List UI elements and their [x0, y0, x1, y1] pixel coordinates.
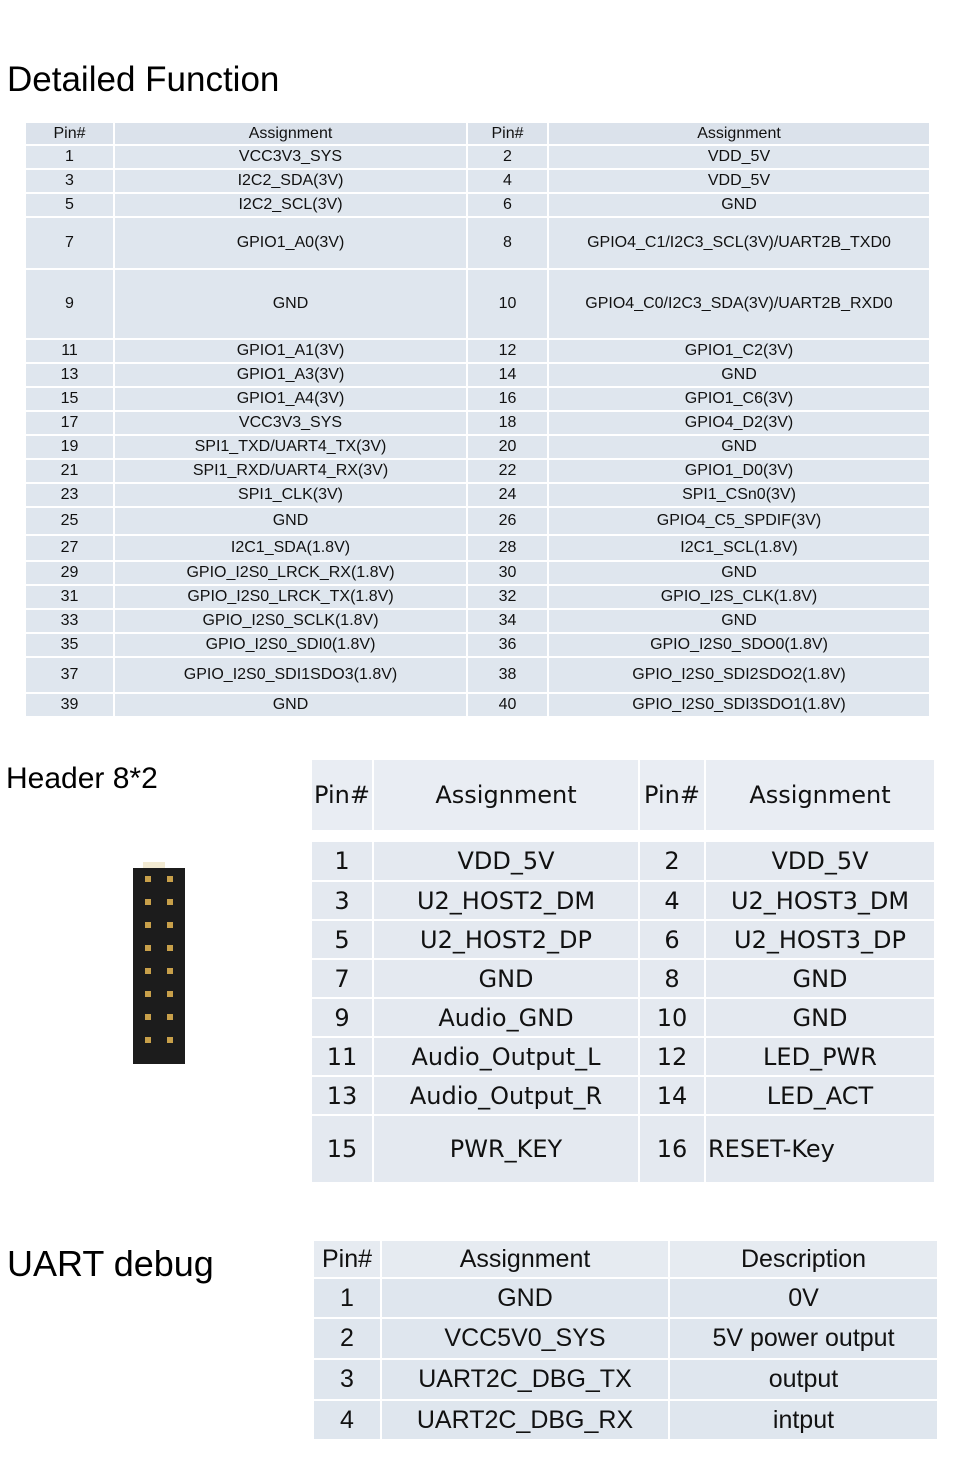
connector-pin [167, 922, 173, 928]
table-cell: GPIO1_C6(3V) [548, 387, 930, 411]
table-cell: 36 [467, 633, 548, 657]
table-row [25, 411, 930, 435]
table-row [25, 609, 930, 633]
table-cell: 33 [25, 609, 114, 633]
table-cell: PWR_KEY [373, 1115, 639, 1183]
table-row [311, 1076, 935, 1115]
table-cell: U2_HOST2_DP [373, 920, 639, 959]
table-cell: 5 [25, 193, 114, 217]
table-cell: 17 [25, 411, 114, 435]
connector-pin [167, 899, 173, 905]
table-cell: GND [548, 363, 930, 387]
table-cell: 2 [639, 841, 705, 881]
table-cell: 34 [467, 609, 548, 633]
table-cell: LED_PWR [705, 1037, 935, 1076]
table-cell: 37 [25, 657, 114, 693]
table-cell: 16 [639, 1115, 705, 1183]
table-cell: 5 [311, 920, 373, 959]
table-cell: 26 [467, 507, 548, 535]
table-cell: GPIO_I2S0_LRCK_RX(1.8V) [114, 561, 467, 585]
table-cell: GND [381, 1278, 669, 1318]
table-cell: 8 [639, 959, 705, 998]
connector-pin [167, 876, 173, 882]
column-header: Pin# [25, 122, 114, 145]
connector-pin [167, 991, 173, 997]
table-cell: 1 [25, 145, 114, 169]
table-cell: 39 [25, 693, 114, 717]
column-header: Pin# [311, 759, 373, 831]
table-row [311, 1037, 935, 1076]
table-cell: 10 [467, 269, 548, 339]
table-cell: GPIO1_A0(3V) [114, 217, 467, 269]
table-cell: 2 [313, 1318, 381, 1359]
column-header: Assignment [705, 759, 935, 831]
table-cell: 7 [311, 959, 373, 998]
table-cell: GND [705, 998, 935, 1037]
connector-pin [145, 968, 151, 974]
table-cell: 1 [313, 1278, 381, 1318]
table-cell: 4 [467, 169, 548, 193]
table-cell: 3 [25, 169, 114, 193]
table-cell: U2_HOST2_DM [373, 881, 639, 920]
connector-pin [167, 968, 173, 974]
table-row [25, 169, 930, 193]
table-cell: GPIO4_D2(3V) [548, 411, 930, 435]
table-cell: 27 [25, 535, 114, 561]
connector-pin [145, 876, 151, 882]
detailed-function-table [24, 121, 931, 718]
column-header: Pin# [639, 759, 705, 831]
column-header: Pin# [467, 122, 548, 145]
column-header: Description [669, 1240, 938, 1278]
table-cell: 11 [311, 1037, 373, 1076]
table-cell: VDD_5V [373, 841, 639, 881]
connector-pin [145, 1014, 151, 1020]
connector-pin [145, 899, 151, 905]
table-row [313, 1400, 938, 1440]
table-row [313, 1318, 938, 1359]
table-cell: SPI1_TXD/UART4_TX(3V) [114, 435, 467, 459]
column-header: Assignment [114, 122, 467, 145]
column-header: Assignment [373, 759, 639, 831]
table-cell: 9 [25, 269, 114, 339]
table-cell: I2C2_SDA(3V) [114, 169, 467, 193]
table-cell: GPIO1_C2(3V) [548, 339, 930, 363]
table-cell: 24 [467, 483, 548, 507]
table-cell: GND [548, 609, 930, 633]
connector-pin [167, 1014, 173, 1020]
table-row [311, 959, 935, 998]
table-cell: GPIO1_D0(3V) [548, 459, 930, 483]
table-cell: 31 [25, 585, 114, 609]
table-row [25, 145, 930, 169]
uart-debug-table [312, 1239, 939, 1441]
table-cell: 21 [25, 459, 114, 483]
table-cell: GPIO_I2S0_SDI1SDO3(1.8V) [114, 657, 467, 693]
table-row [25, 483, 930, 507]
connector-pin [167, 945, 173, 951]
table-cell: 7 [25, 217, 114, 269]
table-row [25, 193, 930, 217]
table-row [25, 387, 930, 411]
table-cell: 14 [467, 363, 548, 387]
table-cell: UART2C_DBG_RX [381, 1400, 669, 1440]
table-cell: 16 [467, 387, 548, 411]
table-cell: VDD_5V [705, 841, 935, 881]
connector-pin [145, 1037, 151, 1043]
table-cell: VDD_5V [548, 145, 930, 169]
table-cell: 25 [25, 507, 114, 535]
table-cell: 22 [467, 459, 548, 483]
table-cell: 20 [467, 435, 548, 459]
table-cell: GND [114, 507, 467, 535]
table-header-row [311, 759, 935, 831]
table-row [311, 1115, 935, 1183]
table-cell: 40 [467, 693, 548, 717]
table-row [311, 998, 935, 1037]
table-row [311, 920, 935, 959]
table-cell: 15 [311, 1115, 373, 1183]
table-cell: I2C1_SCL(1.8V) [548, 535, 930, 561]
table-cell: I2C1_SDA(1.8V) [114, 535, 467, 561]
column-header: Pin# [313, 1240, 381, 1278]
table-cell: Audio_GND [373, 998, 639, 1037]
connector-pin [145, 991, 151, 997]
table-cell: 6 [639, 920, 705, 959]
table-cell: 8 [467, 217, 548, 269]
table-cell: 3 [311, 881, 373, 920]
connector-pin [145, 945, 151, 951]
table-row [313, 1359, 938, 1400]
table-header-row [313, 1240, 938, 1278]
table-cell: 32 [467, 585, 548, 609]
table-cell: 19 [25, 435, 114, 459]
table-cell: GND [548, 193, 930, 217]
table-cell: UART2C_DBG_TX [381, 1359, 669, 1400]
table-cell: VCC3V3_SYS [114, 411, 467, 435]
table-cell: U2_HOST3_DP [705, 920, 935, 959]
table-cell: 4 [639, 881, 705, 920]
table-cell: GPIO_I2S_CLK(1.8V) [548, 585, 930, 609]
table-row [311, 881, 935, 920]
table-cell: 28 [467, 535, 548, 561]
pin-header-connector-image [131, 862, 187, 1064]
table-cell: 5V power output [669, 1318, 938, 1359]
table-cell: VCC3V3_SYS [114, 145, 467, 169]
table-cell: output [669, 1359, 938, 1400]
table-cell: VCC5V0_SYS [381, 1318, 669, 1359]
table-cell: GND [548, 435, 930, 459]
table-row [25, 535, 930, 561]
table-cell: SPI1_CLK(3V) [114, 483, 467, 507]
table-header-row [25, 122, 930, 145]
table-row [25, 657, 930, 693]
table-cell: 2 [467, 145, 548, 169]
table-cell: GPIO1_A4(3V) [114, 387, 467, 411]
table-cell: 10 [639, 998, 705, 1037]
table-cell: GPIO_I2S0_SDI2SDO2(1.8V) [548, 657, 930, 693]
table-row [25, 693, 930, 717]
table-cell: GND [114, 269, 467, 339]
table-row [25, 459, 930, 483]
table-cell: 6 [467, 193, 548, 217]
table-row [25, 339, 930, 363]
table-row [25, 363, 930, 387]
table-cell: 3 [313, 1359, 381, 1400]
table-cell: 15 [25, 387, 114, 411]
table-cell: U2_HOST3_DM [705, 881, 935, 920]
table-row [25, 217, 930, 269]
table-cell: 23 [25, 483, 114, 507]
table-row [25, 435, 930, 459]
table-cell: VDD_5V [548, 169, 930, 193]
table-cell: 13 [25, 363, 114, 387]
header-8x2-table [310, 758, 936, 1184]
table-cell: 29 [25, 561, 114, 585]
table-cell: GPIO4_C5_SPDIF(3V) [548, 507, 930, 535]
table-cell: LED_ACT [705, 1076, 935, 1115]
table-cell: 30 [467, 561, 548, 585]
table-cell: 38 [467, 657, 548, 693]
table-cell: GPIO_I2S0_SDI3SDO1(1.8V) [548, 693, 930, 717]
table-cell: 1 [311, 841, 373, 881]
table-cell: intput [669, 1400, 938, 1440]
table-cell: 13 [311, 1076, 373, 1115]
table-cell: GPIO_I2S0_SDO0(1.8V) [548, 633, 930, 657]
table-row [25, 507, 930, 535]
table-cell: GND [548, 561, 930, 585]
table-cell: GPIO_I2S0_SCLK(1.8V) [114, 609, 467, 633]
header-8x2-title: Header 8*2 [6, 762, 158, 795]
table-row [313, 1278, 938, 1318]
table-cell: GPIO4_C1/I2C3_SCL(3V)/UART2B_TXD0 [548, 217, 930, 269]
table-cell: GND [114, 693, 467, 717]
table-cell: GPIO1_A1(3V) [114, 339, 467, 363]
table-cell: SPI1_CSn0(3V) [548, 483, 930, 507]
table-cell: Audio_Output_L [373, 1037, 639, 1076]
table-cell: GPIO4_C0/I2C3_SDA(3V)/UART2B_RXD0 [548, 269, 930, 339]
table-cell: 18 [467, 411, 548, 435]
connector-pin [167, 1037, 173, 1043]
table-cell: GPIO1_A3(3V) [114, 363, 467, 387]
table-row [311, 841, 935, 881]
table-cell: 12 [639, 1037, 705, 1076]
table-cell: 12 [467, 339, 548, 363]
table-cell: 14 [639, 1076, 705, 1115]
table-cell: 11 [25, 339, 114, 363]
table-row [25, 561, 930, 585]
table-cell: Audio_Output_R [373, 1076, 639, 1115]
table-row [25, 633, 930, 657]
detailed-function-title: Detailed Function [7, 60, 280, 99]
table-row [25, 269, 930, 339]
table-cell: I2C2_SCL(3V) [114, 193, 467, 217]
table-cell: 4 [313, 1400, 381, 1440]
connector-pin [145, 922, 151, 928]
table-cell: GPIO_I2S0_SDI0(1.8V) [114, 633, 467, 657]
column-header: Assignment [381, 1240, 669, 1278]
table-cell: GPIO_I2S0_LRCK_TX(1.8V) [114, 585, 467, 609]
table-cell: RESET-Key [705, 1115, 935, 1183]
table-cell: SPI1_RXD/UART4_RX(3V) [114, 459, 467, 483]
table-cell: 9 [311, 998, 373, 1037]
column-header: Assignment [548, 122, 930, 145]
table-cell: GND [373, 959, 639, 998]
table-cell: GND [705, 959, 935, 998]
table-row [25, 585, 930, 609]
table-cell: 35 [25, 633, 114, 657]
uart-debug-title: UART debug [7, 1243, 214, 1284]
table-cell: 0V [669, 1278, 938, 1318]
